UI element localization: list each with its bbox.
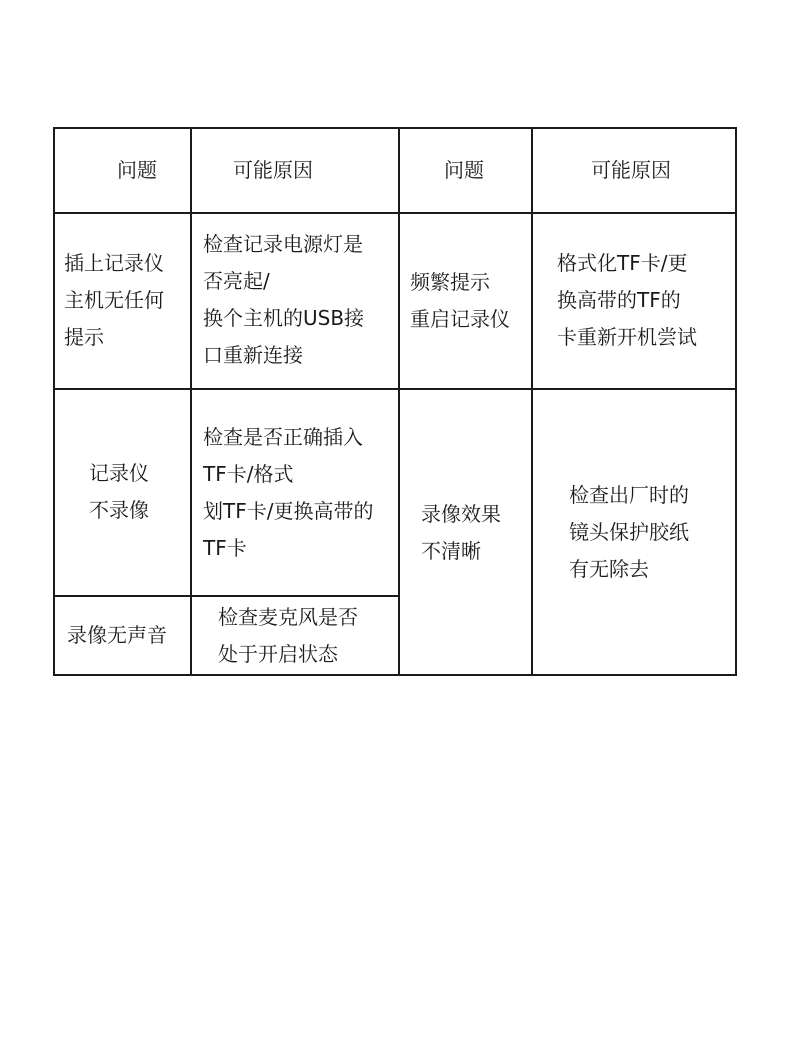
cause-not-recording: 检查是否正确插入 TF卡/格式 划TF卡/更换高带的 TF卡 — [203, 425, 374, 560]
problem-no-prompt: 插上记录仪 主机无任何 提示 — [64, 251, 164, 349]
column-divider-1 — [190, 127, 192, 676]
troubleshooting-table — [53, 127, 737, 676]
cause-no-prompt: 检查记录电源灯是 否亮起/ 换个主机的USB接 口重新连接 — [203, 232, 365, 367]
problem-not-recording: 记录仪 不录像 — [89, 461, 149, 522]
column-divider-3 — [531, 127, 533, 676]
table-border-left — [53, 127, 55, 676]
header-divider — [53, 212, 737, 214]
row-divider-2-left — [53, 595, 400, 597]
problem-no-sound: 录像无声音 — [67, 623, 167, 647]
cause-frequent-restart: 格式化TF卡/更 换高带的TF的 卡重新开机尝试 — [557, 251, 697, 349]
problem-blurry-video: 录像效果 不清晰 — [421, 502, 501, 563]
table-border-bottom — [53, 674, 737, 676]
header-cause-left: 可能原因 — [233, 158, 313, 182]
header-problem-left: 问题 — [117, 158, 157, 182]
column-divider-2 — [398, 127, 400, 676]
header-cause-right: 可能原因 — [591, 158, 671, 182]
header-problem-right: 问题 — [444, 158, 484, 182]
table-border-right — [735, 127, 737, 676]
table-border-top — [53, 127, 737, 129]
row-divider-1 — [53, 388, 737, 390]
cause-blurry-video: 检查出厂时的 镜头保护胶纸 有无除去 — [569, 483, 689, 581]
cause-no-sound: 检查麦克风是否 处于开启状态 — [218, 605, 358, 666]
problem-frequent-restart: 频繁提示 重启记录仪 — [410, 270, 510, 331]
